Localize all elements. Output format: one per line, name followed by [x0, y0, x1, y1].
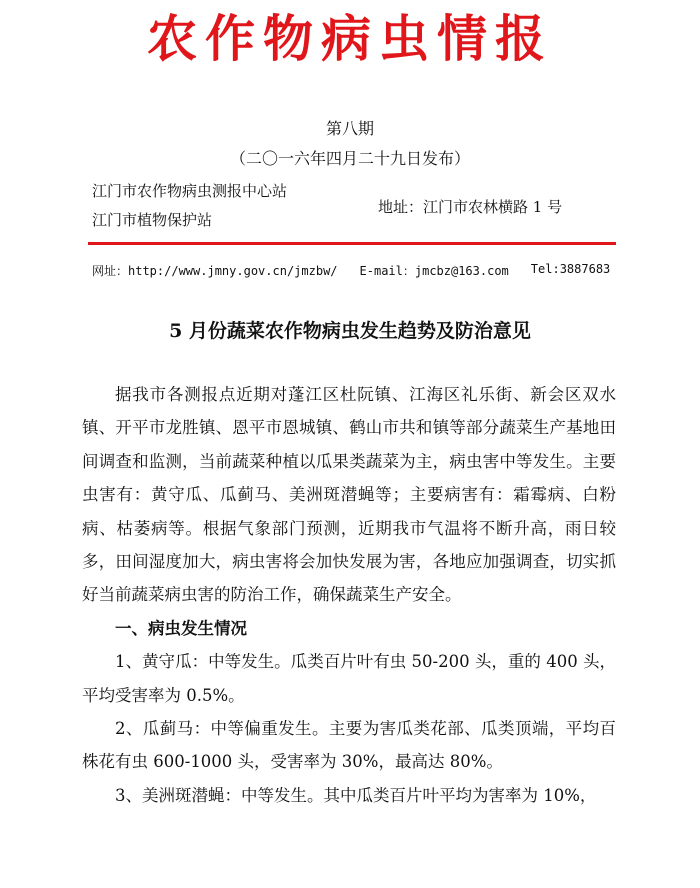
article-title: 5 月份蔬菜农作物病虫发生趋势及防治意见: [169, 320, 531, 342]
contact-line: [92, 262, 612, 279]
website-link[interactable]: 网址：http://www.jmny.gov.cn/jmzbw/: [92, 264, 338, 278]
pest-item-3: 3、美洲斑潜蝇：中等发生。其中瓜类百片叶平均为害率为 10%，: [115, 785, 597, 805]
issue-number: 第八期: [325, 119, 374, 138]
telephone: Tel:3887683: [530, 262, 611, 276]
section-heading: 一、病虫发生情况: [115, 618, 247, 638]
issue-date: （二〇一六年四月二十九日发布）: [229, 149, 470, 168]
article-body: [82, 378, 616, 812]
org-name-secondary: 江门市植物保护站: [92, 211, 213, 229]
pest-item-1: 1、黄守瓜：中等发生。瓜类百片叶有虫 50-200 头，重的 400 头，平均受害率为 0.5%。: [82, 652, 616, 705]
header-divider: [88, 242, 616, 245]
org-address: 地址：江门市农林横路 1 号: [378, 198, 563, 216]
email-link[interactable]: E-mail：jmcbz@163.com: [359, 264, 509, 278]
intro-paragraph: 据我市各测报点近期对蓬江区杜阮镇、江海区礼乐街、新会区双水镇、开平市龙胜镇、恩平市恩城镇、鹤山市共和镇等部分蔬菜生产基地田间调查和监测，当前蔬菜种植以瓜果类蔬菜为主，病虫害中等发生。主要虫害有：黄守瓜、瓜蓟马、美洲斑潜蝇等；主要病害有：霜霉病、白粉病、枯萎病等。根据气象部门预测，近期我市气温将不断升高，雨日较多，田间湿度加大，病虫害将会加快发展为害，各地应加强调查，切实抓好当前蔬菜病虫害的防治工作，确保蔬菜生产安全。: [82, 385, 616, 605]
org-name-primary: 江门市农作物病虫测报中心站: [92, 182, 288, 200]
pest-item-2: 2、瓜蓟马：中等偏重发生。主要为害瓜类花部、瓜类顶端，平均百株花有虫 600-1000 头，受害率为 30%，最高达 80%。: [82, 719, 616, 772]
masthead-title: 农作物病虫情报: [147, 9, 553, 68]
